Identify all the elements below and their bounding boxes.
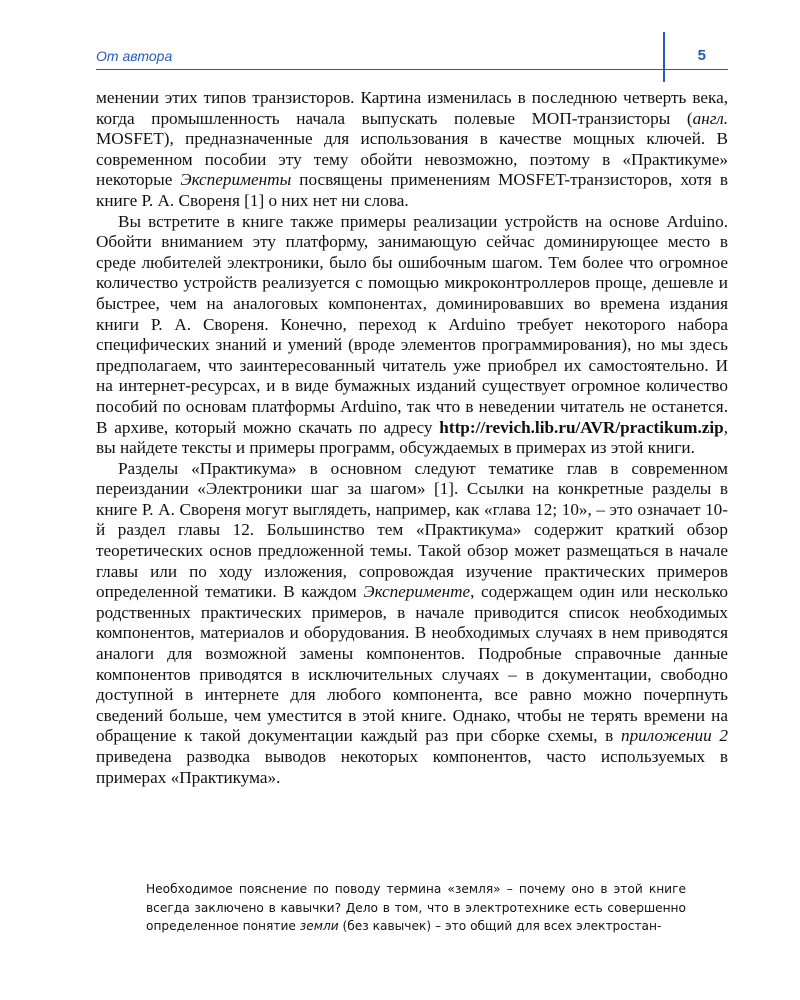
paragraph-3: Разделы «Практикума» в основном следуют тематике глав в современном переиздании «Электроники шаг за шагом» [1]. Ссылки на конкретные разделы в книге Р. А. Свореня могут выглядеть, например, как «глава 12; 10», – это означает 10-й раздел главы 12. Большинство тем «Практикума» содержит краткий обзор теоретических основ предложенной темы. Такой обзор может размещаться в начале главы или по ходу изложения, сопровождая изучение практических примеров определенной тематики. В каждом Эксперименте, содержащем один или несколько родственных практических примеров, в начале приводится список необходимых компонентов, материалов и оборудования. В необходимых случаях в нем приводятся аналоги для возможной замены компонентов. Подробные справочные данные компонентов приводятся в исключительных случаях – в документации, свободно доступной в интернете для любого компонента, все равно можно почерпнуть сведений больше, чем уместится в этой книге. Однако, чтобы не терять времени на обращение к такой документации каждый раз при сборке схемы, в приложении 2 приведена разводка выводов некоторых компонентов, часто используемых в примерах «Практикума».: [96, 458, 728, 787]
page-number: 5: [697, 47, 706, 64]
side-note: [146, 880, 686, 936]
header-rule: [96, 69, 728, 70]
italic-term: земли: [299, 919, 339, 933]
note-text: Необходимое пояснение по поводу термина «земля» – почему оно в этой книге всегда заключено в кавычки? Дело в том, что в электротехнике есть совершенно определенное понятие земли (без кавычек) – это общий для всех электростан-: [146, 882, 686, 933]
italic-reference: приложении 2: [620, 726, 728, 746]
paragraph-2: Вы встретите в книге также примеры реализации устройств на основе Arduino. Обойти вниманием эту платформу, занимающую сейчас доминирующее место в среде любителей электроники, было бы ошибочным шагом. Тем более что огромное количество устройств реализуется с помощью микроконтроллеров проще, дешевле и быстрее, чем на аналоговых компонентах, доминировавших во времена издания книги Р. А. Свореня. Конечно, переход к Arduino требует некоторого набора специфических знаний и умений (вроде элементов программирования), но мы здесь предполагаем, что заинтересованный читатель уже приобрел их самостоятельно. И на интернет-ресурсах, и в виде бумажных изданий существует огромное количество пособий по основам платформы Arduino, так что в неведении читатель не останется. В архиве, который можно скачать по адресу http://revich.lib.ru/AVR/practikum.zip, вы найдете тексты и примеры программ, обсуждаемых в примерах из этой книги.: [96, 211, 728, 458]
header-vertical-rule: [663, 32, 665, 82]
paragraph-1: менении этих типов транзисторов. Картина изменилась в последнюю четверть века, когда промышленность начала выпускать полевые МОП-транзисторы (англ. MOSFET), предназначенные для использования в качестве мощных ключей. В современном пособии эту тему обойти невозможно, поэтому в «Практикуме» некоторые Эксперименты посвящены применениям MOSFET-транзисторов, хотя в книге Р. А. Свореня [1] о них нет ни слова.: [96, 88, 728, 210]
header-title: От автора: [96, 48, 173, 64]
main-text: [96, 88, 728, 788]
running-header: [96, 48, 728, 70]
archive-link[interactable]: http://revich.lib.ru/AVR/practikum.zip: [439, 417, 724, 437]
italic-term: Эксперименте: [363, 582, 471, 602]
italic-term: Эксперименты: [180, 170, 292, 190]
italic-abbrev: англ.: [692, 108, 728, 128]
